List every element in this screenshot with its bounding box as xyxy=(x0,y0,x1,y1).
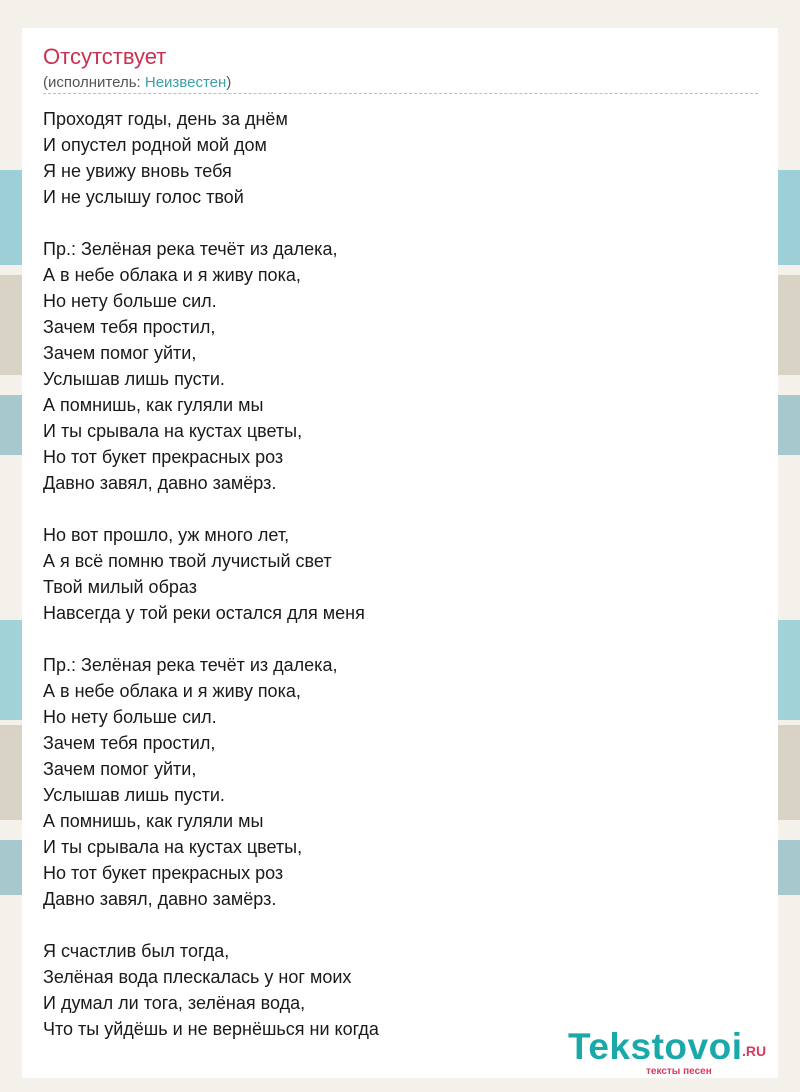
lyrics-line: Но тот букет прекрасных роз xyxy=(43,447,284,467)
lyrics-line: Но вот прошло, уж много лет, xyxy=(43,525,290,545)
lyrics-line: Давно завял, давно замёрз. xyxy=(43,473,277,493)
lyrics-line: Пр.: Зелёная река течёт из далека, xyxy=(43,655,338,675)
site-logo[interactable] xyxy=(568,1026,778,1076)
lyrics-line: Но тот букет прекрасных роз xyxy=(43,863,284,883)
lyrics-line: А в небе облака и я живу пока, xyxy=(43,681,301,701)
lyrics-stanza xyxy=(43,236,379,496)
lyrics-line: И думал ли тога, зелёная вода, xyxy=(43,993,306,1013)
lyrics-line: Услышав лишь пусти. xyxy=(43,785,225,805)
lyrics-line: Давно завял, давно замёрз. xyxy=(43,889,277,909)
artist-link[interactable]: Неизвестен xyxy=(144,74,227,91)
lyrics-line: Зачем помог уйти, xyxy=(43,343,197,363)
lyrics-line: И ты срывала на кустах цветы, xyxy=(43,837,303,857)
lyrics-card xyxy=(22,28,778,1078)
lyrics-line: Я не увижу вновь тебя xyxy=(43,161,232,181)
artist-line xyxy=(43,74,758,94)
lyrics-line: Услышав лишь пусти. xyxy=(43,369,225,389)
lyrics-line: Зачем тебя простил, xyxy=(43,317,216,337)
lyrics-body xyxy=(43,106,379,1068)
lyrics-stanza xyxy=(43,938,379,1042)
logo-domain: .RU xyxy=(742,1043,767,1059)
lyrics-line: Проходят годы, день за днём xyxy=(43,109,288,129)
logo-wordmark: Tekstovoi xyxy=(568,1026,743,1067)
lyrics-line: Но нету больше сил. xyxy=(43,707,217,727)
lyrics-line: А помнишь, как гуляли мы xyxy=(43,811,264,831)
lyrics-line: А в небе облака и я живу пока, xyxy=(43,265,301,285)
lyrics-line: Твой милый образ xyxy=(43,577,197,597)
song-title: Отсутствует xyxy=(43,44,167,69)
lyrics-line: А помнишь, как гуляли мы xyxy=(43,395,264,415)
lyrics-line: Зачем тебя простил, xyxy=(43,733,216,753)
lyrics-line: Пр.: Зелёная река течёт из далека, xyxy=(43,239,338,259)
lyrics-stanza xyxy=(43,652,379,912)
lyrics-line: Я счастлив был тогда, xyxy=(43,941,230,961)
lyrics-stanza xyxy=(43,522,379,626)
lyrics-line: А я всё помню твой лучистый свет xyxy=(43,551,332,571)
lyrics-line: Зелёная вода плескалась у ног моих xyxy=(43,967,352,987)
lyrics-line: Что ты уйдёшь и не вернёшься ни когда xyxy=(43,1019,379,1039)
lyrics-line: Навсегда у той реки остался для меня xyxy=(43,603,365,623)
lyrics-line: Но нету больше сил. xyxy=(43,291,217,311)
lyrics-stanza xyxy=(43,106,379,210)
logo-tagline: тексты песен xyxy=(646,1066,712,1077)
lyrics-line: И ты срывала на кустах цветы, xyxy=(43,421,303,441)
lyrics-line: И не услышу голос твой xyxy=(43,187,244,207)
artist-prefix: (исполнитель: xyxy=(43,74,145,91)
lyrics-line: И опустел родной мой дом xyxy=(43,135,267,155)
lyrics-line: Зачем помог уйти, xyxy=(43,759,197,779)
artist-suffix: ) xyxy=(226,74,232,91)
